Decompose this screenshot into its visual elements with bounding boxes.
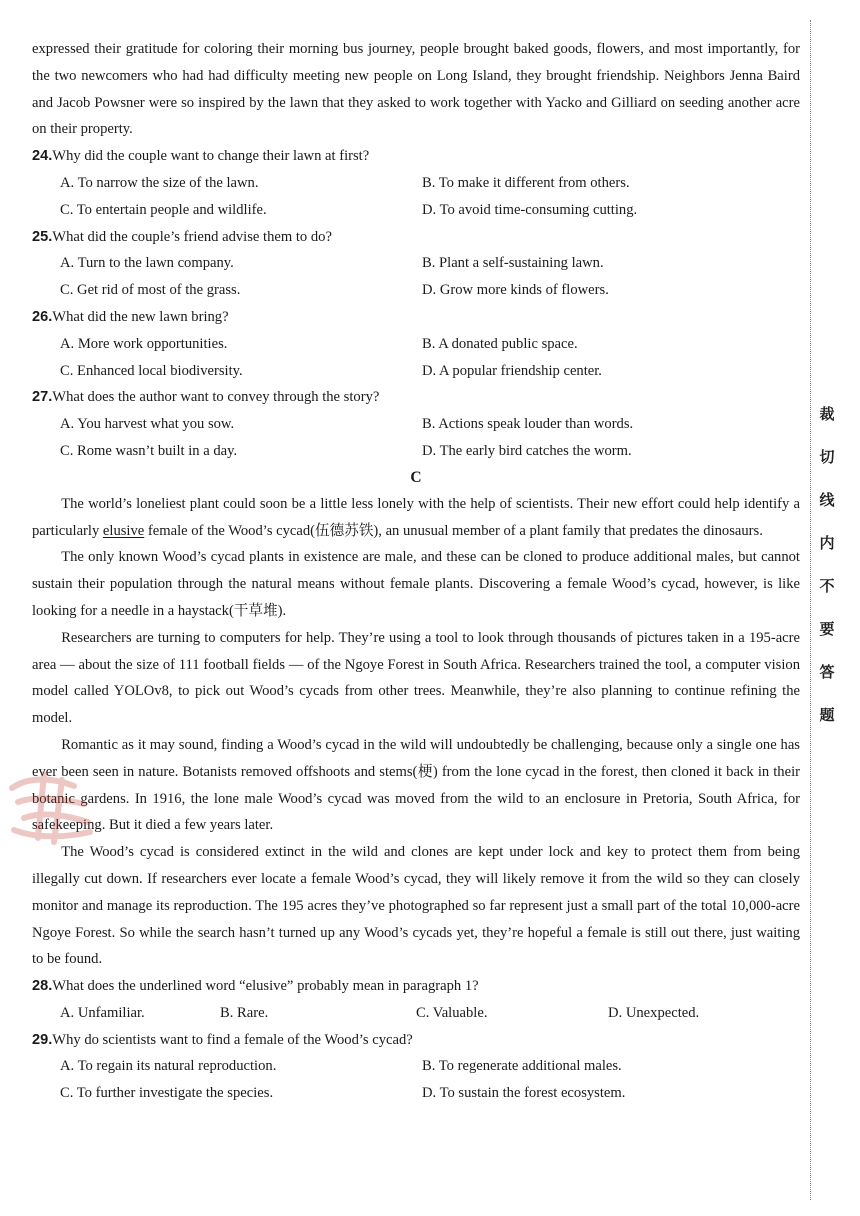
section-heading: C [410,468,422,486]
question-number: 24. [32,148,53,165]
option-d: D. A popular friendship center. [422,362,602,379]
option-b: B. A donated public space. [422,335,578,352]
option-b: B. Actions speak louder than words. [422,416,634,433]
question-text: What did the new lawn bring? [52,308,229,325]
option-d: D. The early bird catches the worm. [422,442,632,459]
option-b: B. To make it different from others. [422,174,630,191]
question-26 [32,304,800,384]
question-25 [32,224,800,304]
passage-c-paragraph-2: The only known Wood’s cycad plants in existence are male, and these can be cloned to produce additional males, but cannot sustain their population through the natural means without female plants. Discovering a female Wood’s cycad, however, is like looking for a needle in a haystack(干草堆). [32,549,800,619]
option-c: C. Valuable. [416,1004,488,1021]
exam-page [32,36,800,1107]
question-text: Why do scientists want to find a female of the Wood’s cycad? [52,1031,413,1048]
question-24 [32,143,800,223]
option-d: D. Unexpected. [608,1004,700,1021]
option-c: C. Get rid of most of the grass. [60,282,241,299]
question-text: What does the underlined word “elusive” probably mean in paragraph 1? [52,978,479,995]
passage-c-paragraph-4: Romantic as it may sound, finding a Wood’s cycad in the wild will undoubtedly be challenging, because only a single one has ever been seen in nature. Botanists removed offshoots and stems(梗) from the lone cycad in the forest, then cloned it back in their botanic gardens. In 1916, the lone male Wood’s cycad was moved from the wild to an enclosure in Pretoria, South Africa, for safekeeping. But it died a few years later. [32,736,800,834]
passage-b-ending: expressed their gratitude for coloring their morning bus journey, people brought baked goods, flowers, and most importantly, for the two newcomers who had had difficulty meeting new people on Long Island, they brought friendship. Neighbors Jenna Baird and Jacob Powsner were so inspired by the lawn that they asked to work together with Yacko and Gilliard on seeding another acre on their property. [32,41,800,138]
question-27 [32,384,800,464]
passage-c-paragraph-1: The world’s loneliest plant could soon be a little less lonely with the help of scientists. Their new effort could help identify a particularly elusive female of the Wood’s cycad(伍德苏铁), an unusual member of a plant family that predates the dinosaurs. [32,495,800,539]
option-c: C. Enhanced local biodiversity. [60,362,243,379]
option-b: B. To regenerate additional males. [422,1058,622,1075]
question-text: What does the author want to convey through the story? [52,389,380,406]
option-d: D. To avoid time-consuming cutting. [422,201,638,218]
option-a: A. To narrow the size of the lawn. [60,174,259,191]
question-29 [32,1027,800,1107]
option-c: C. Rome wasn’t built in a day. [60,442,238,459]
cut-line-notice: 裁 切 线 内 不 要 答 题 [819,405,835,724]
watermark-stamp-icon [4,768,96,846]
option-a: A. Turn to the lawn company. [60,255,234,272]
option-b: B. Rare. [220,1004,269,1021]
question-number: 26. [32,308,53,325]
option-c: C. To entertain people and wildlife. [60,201,267,218]
option-c: C. To further investigate the species. [60,1085,274,1102]
option-a: A. More work opportunities. [60,335,228,352]
question-number: 29. [32,1031,53,1048]
cut-line [810,20,811,1200]
question-number: 25. [32,228,53,245]
question-28 [32,973,800,1027]
option-d: D. To sustain the forest ecosystem. [422,1085,626,1102]
passage-c-paragraph-3: Researchers are turning to computers for help. They’re using a tool to look through thousands of pictures taken in a 195-acre area — about the size of 111 football fields — of the Ngoye Forest in South Africa. Researchers trained the tool, a computer vision model called YOLOv8, to pick out Wood’s cycads from other trees. Meanwhile, they’re also planning to continue refining the model. [32,629,800,727]
underlined-word: elusive [102,522,145,539]
option-b: B. Plant a self-sustaining lawn. [422,255,604,272]
passage-c-paragraph-5: The Wood’s cycad is considered extinct in the wild and clones are kept under lock and key to protect them from being illegally cut down. If researchers ever locate a female Wood’s cycad, they will likely remove it from the wild so they can closely monitor and manage its reproduction. The 195 acres they’ve photographed so far represent just a small part of the total 10,000-acre Ngoye Forest. So while the search hasn’t turned up any Wood’s cycads yet, they’re hopeful a female is still out there, just waiting to be found. [32,844,800,968]
question-number: 27. [32,389,53,406]
option-d: D. Grow more kinds of flowers. [422,282,609,299]
option-a: A. To regain its natural reproduction. [60,1058,277,1075]
question-text: Why did the couple want to change their lawn at first? [52,148,370,165]
option-a: A. Unfamiliar. [60,1004,145,1021]
question-text: What did the couple’s friend advise them to do? [52,228,332,245]
question-number: 28. [32,978,53,995]
option-a: A. You harvest what you sow. [60,416,235,433]
